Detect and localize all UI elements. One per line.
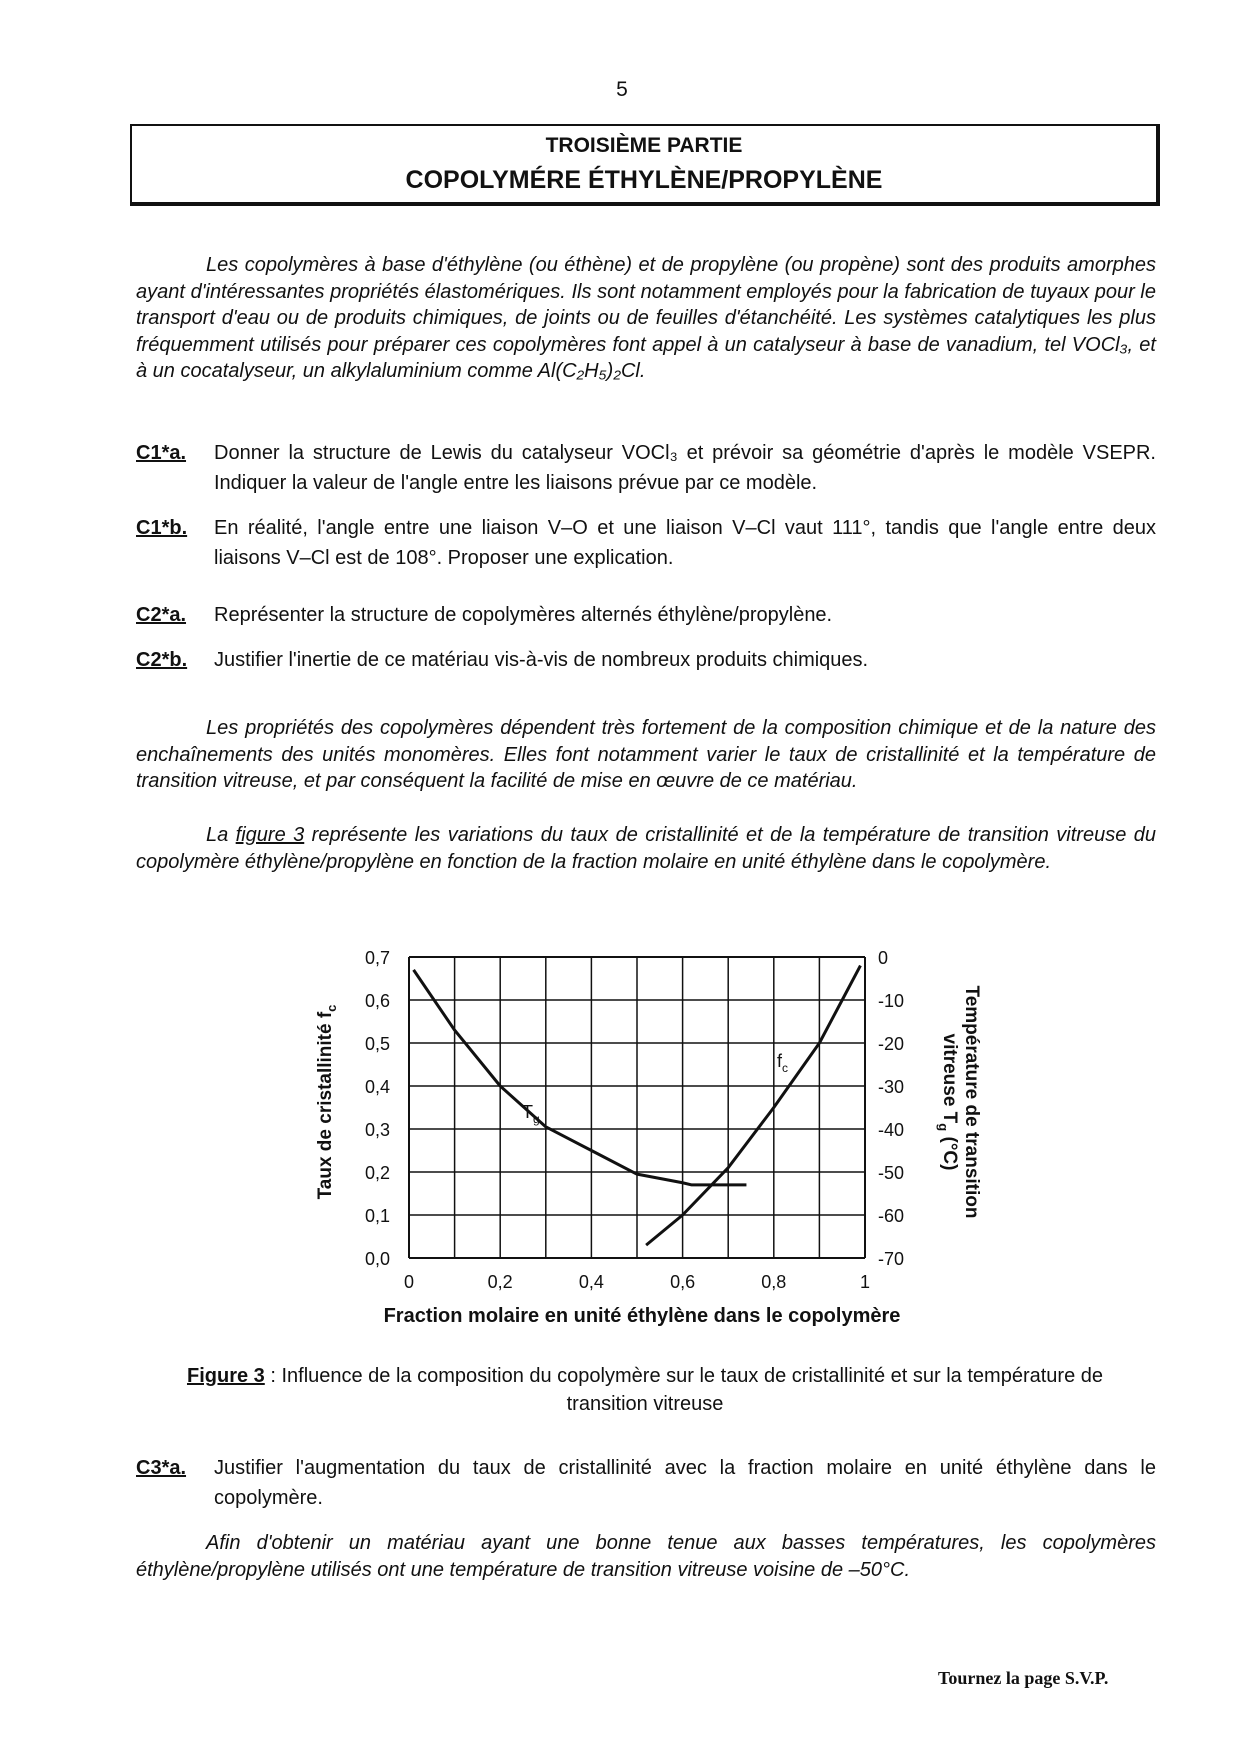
curve-fc (646, 966, 860, 1246)
low-temperature-paragraph: Afin d'obtenir un matériau ayant une bonne tenue aux basses températures, les copolymères éthylène/propylène utilisés ont une température de transition vitreuse voisine de –50°C. (136, 1532, 1156, 1581)
y-left-tick-label: 0,4 (364, 1077, 390, 1097)
x-tick-label: 0,6 (670, 1272, 696, 1292)
figure-3-chart (0, 900, 1244, 1340)
question-label: C2*b. (136, 649, 188, 671)
question-c1a (136, 438, 1156, 498)
y-right-tick-label: -50 (878, 1163, 905, 1183)
y-right-tick-label: -40 (878, 1120, 905, 1140)
question-label: C1*b. (136, 517, 188, 539)
y-left-title-sub: c (324, 1004, 339, 1012)
question-label: C3*a. (136, 1457, 187, 1479)
x-tick-label: 0,4 (578, 1272, 604, 1292)
y-right-tick-label: -20 (878, 1034, 905, 1054)
question-c3a (136, 1453, 1156, 1513)
footer-turn-page: Tournez la page S.V.P. (938, 1668, 1109, 1688)
tg-curve-label: $T_g$ (522, 1102, 540, 1126)
y-axis-right-title-line1: Température de transition (961, 985, 982, 1219)
y-right-tick-label: 0 (878, 948, 889, 968)
intro-paragraph: Les copolymères à base d'éthylène (ou éthène) et de propylène (ou propène) sont des produits amorphes ayant d'intéressantes propriétés élastomériques. Ils sont notamment employés pour la fabrication de tuyaux pour le transport d'eau ou de produits chimiques, de joints ou de feuilles d'étanchéité. Les systèmes catalytiques les plus fréquemment utilisés pour préparer ces copolymères font appel à un catalyseur à base de vanadium, tel VOCl₃, et à un cocatalyseur, un alkylaluminium comme Al(C₂H₅)₂Cl. (136, 254, 1156, 382)
y-axis-right-title-line2: vitreuse $T_g$ (°C) (936, 1033, 960, 1171)
x-tick-label: 1 (859, 1272, 871, 1292)
page-number: 5 (616, 78, 628, 101)
x-tick-label: 0,8 (761, 1272, 787, 1292)
text: représente les variations du taux de cristallinité et de la température de transition vitreuse du copolymère éthylène/propylène en fonction de la fraction molaire en unité éthylène dans le copolymère. (136, 824, 1156, 873)
question-text: Donner la structure de Lewis du catalyseur VOCl₃ et prévoir sa géométrie d'après le modèle VSEPR. Indiquer la valeur de l'angle entre les liaisons prévue par ce modèle. (214, 442, 1156, 494)
question-text: Représenter la structure de copolymères alternés éthylène/propylène. (214, 604, 833, 626)
y-right-tick-label: -10 (878, 991, 905, 1011)
y-left-tick-label: 0,3 (364, 1120, 390, 1140)
question-text: Justifier l'inertie de ce matériau vis-à-vis de nombreux produits chimiques. (214, 649, 869, 671)
y-right-tick-label: -70 (878, 1249, 905, 1269)
y-left-tick-label: 0,6 (364, 991, 390, 1011)
question-c2a (136, 600, 1156, 630)
question-text: En réalité, l'angle entre une liaison V–O et une liaison V–Cl vaut 111°, tandis que l'angle entre deux liaisons V–Cl est de 108°. Proposer une explication. (214, 517, 1156, 569)
y-left-tick-label: 0,2 (364, 1163, 390, 1183)
x-tick-label: 0 (403, 1272, 415, 1292)
y-left-tick-label: 0,7 (364, 948, 390, 968)
section-title: COPOLYMÉRE ÉTHYLÈNE/PROPYLÈNE (405, 166, 883, 194)
x-axis-title: Fraction molaire en unité éthylène dans le copolymère (383, 1305, 901, 1327)
y-left-title-text: Taux de cristallinité f (315, 1011, 336, 1200)
curve-tg (414, 970, 747, 1185)
figure-link: figure 3 (235, 824, 305, 846)
y-left-tick-label: 0,1 (364, 1206, 390, 1226)
text: La (206, 824, 236, 846)
question-label: C1*a. (136, 442, 187, 464)
figure-reference-paragraph (136, 822, 1156, 875)
properties-paragraph: Les propriétés des copolymères dépendent très fortement de la composition chimique et de la nature des enchaînements des unités monomères. Elles font notamment varier le taux de cristallinité et la température de transition vitreuse, et par conséquent la facilité de mise en œuvre de ce matériau. (136, 717, 1156, 792)
question-text: Justifier l'augmentation du taux de cristallinité avec la fraction molaire en unité éthylène dans le copolymère. (214, 1457, 1156, 1509)
figure-caption (180, 1362, 1110, 1418)
figure-caption-label: Figure 3 (186, 1365, 265, 1387)
fc-curve-label: $f_c$ (777, 1051, 789, 1075)
question-c1b (136, 513, 1156, 573)
question-c2b (136, 645, 1156, 675)
x-tick-label: 0,2 (487, 1272, 513, 1292)
figure-caption-text: : Influence de la composition du copolymère sur le taux de cristallinité et sur la température de transition vitreuse (264, 1365, 1103, 1415)
y-left-tick-label: 0,0 (364, 1249, 390, 1269)
y-axis-left-title (315, 1005, 339, 1200)
y-left-tick-label: 0,5 (364, 1034, 390, 1054)
part-title: TROISIÈME PARTIE (545, 134, 743, 157)
section-header-box (130, 124, 1160, 206)
y-right-tick-label: -30 (878, 1077, 905, 1097)
y-right-tick-label: -60 (878, 1206, 905, 1226)
question-label: C2*a. (136, 604, 187, 626)
